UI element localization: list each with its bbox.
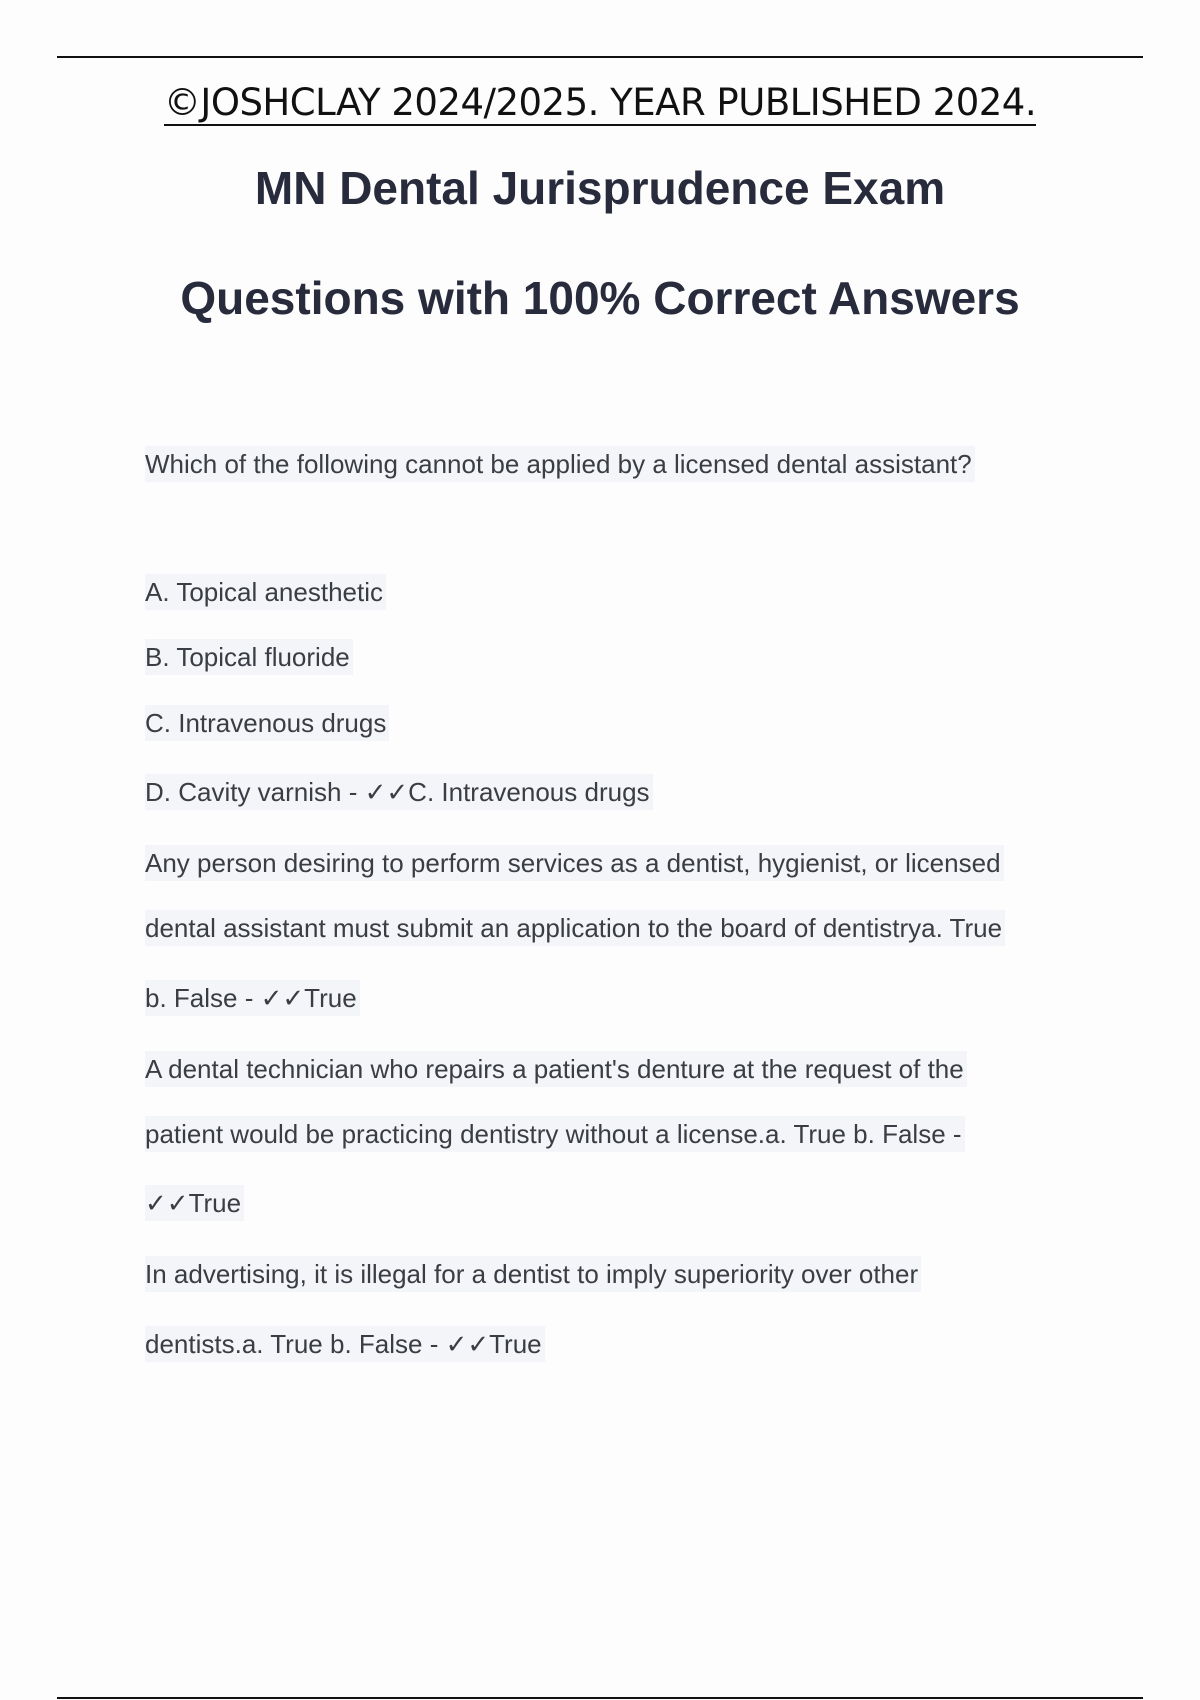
top-rule	[57, 56, 1143, 58]
question-1-option-a: A. Topical anesthetic	[145, 574, 386, 610]
question-3-text-line-1: A dental technician who repairs a patient's denture at the request of the	[145, 1051, 967, 1087]
question-2-text-line-1: Any person desiring to perform services as a dentist, hygienist, or licensed	[145, 845, 1004, 881]
question-3-text-line-2: patient would be practicing dentistry without a license.a. True b. False -	[145, 1116, 965, 1152]
copyright-header	[0, 78, 1200, 128]
question-2-answer: b. False - ✓✓True	[145, 980, 360, 1016]
document-title-line-2: Questions with 100% Correct Answers	[180, 272, 1020, 324]
bottom-rule	[57, 1697, 1143, 1699]
question-1-option-c: C. Intravenous drugs	[145, 705, 389, 741]
question-2-text-line-2: dental assistant must submit an application to the board of dentistrya. True	[145, 910, 1005, 946]
question-4-text-line-1: In advertising, it is illegal for a dentist to imply superiority over other	[145, 1256, 921, 1292]
document-title-line-1: MN Dental Jurisprudence Exam	[254, 162, 946, 214]
question-1-option-b: B. Topical fluoride	[145, 639, 353, 675]
question-3-answer: ✓✓True	[145, 1185, 244, 1221]
question-4-text-line-2-answer: dentists.a. True b. False - ✓✓True	[145, 1326, 545, 1362]
question-1-option-d-answer: D. Cavity varnish - ✓✓C. Intravenous drugs	[145, 774, 653, 810]
question-1-text: Which of the following cannot be applied by a licensed dental assistant?	[145, 446, 975, 482]
copyright-text: ©JOSHCLAY 2024/2025. YEAR PUBLISHED 2024.	[163, 81, 1037, 124]
